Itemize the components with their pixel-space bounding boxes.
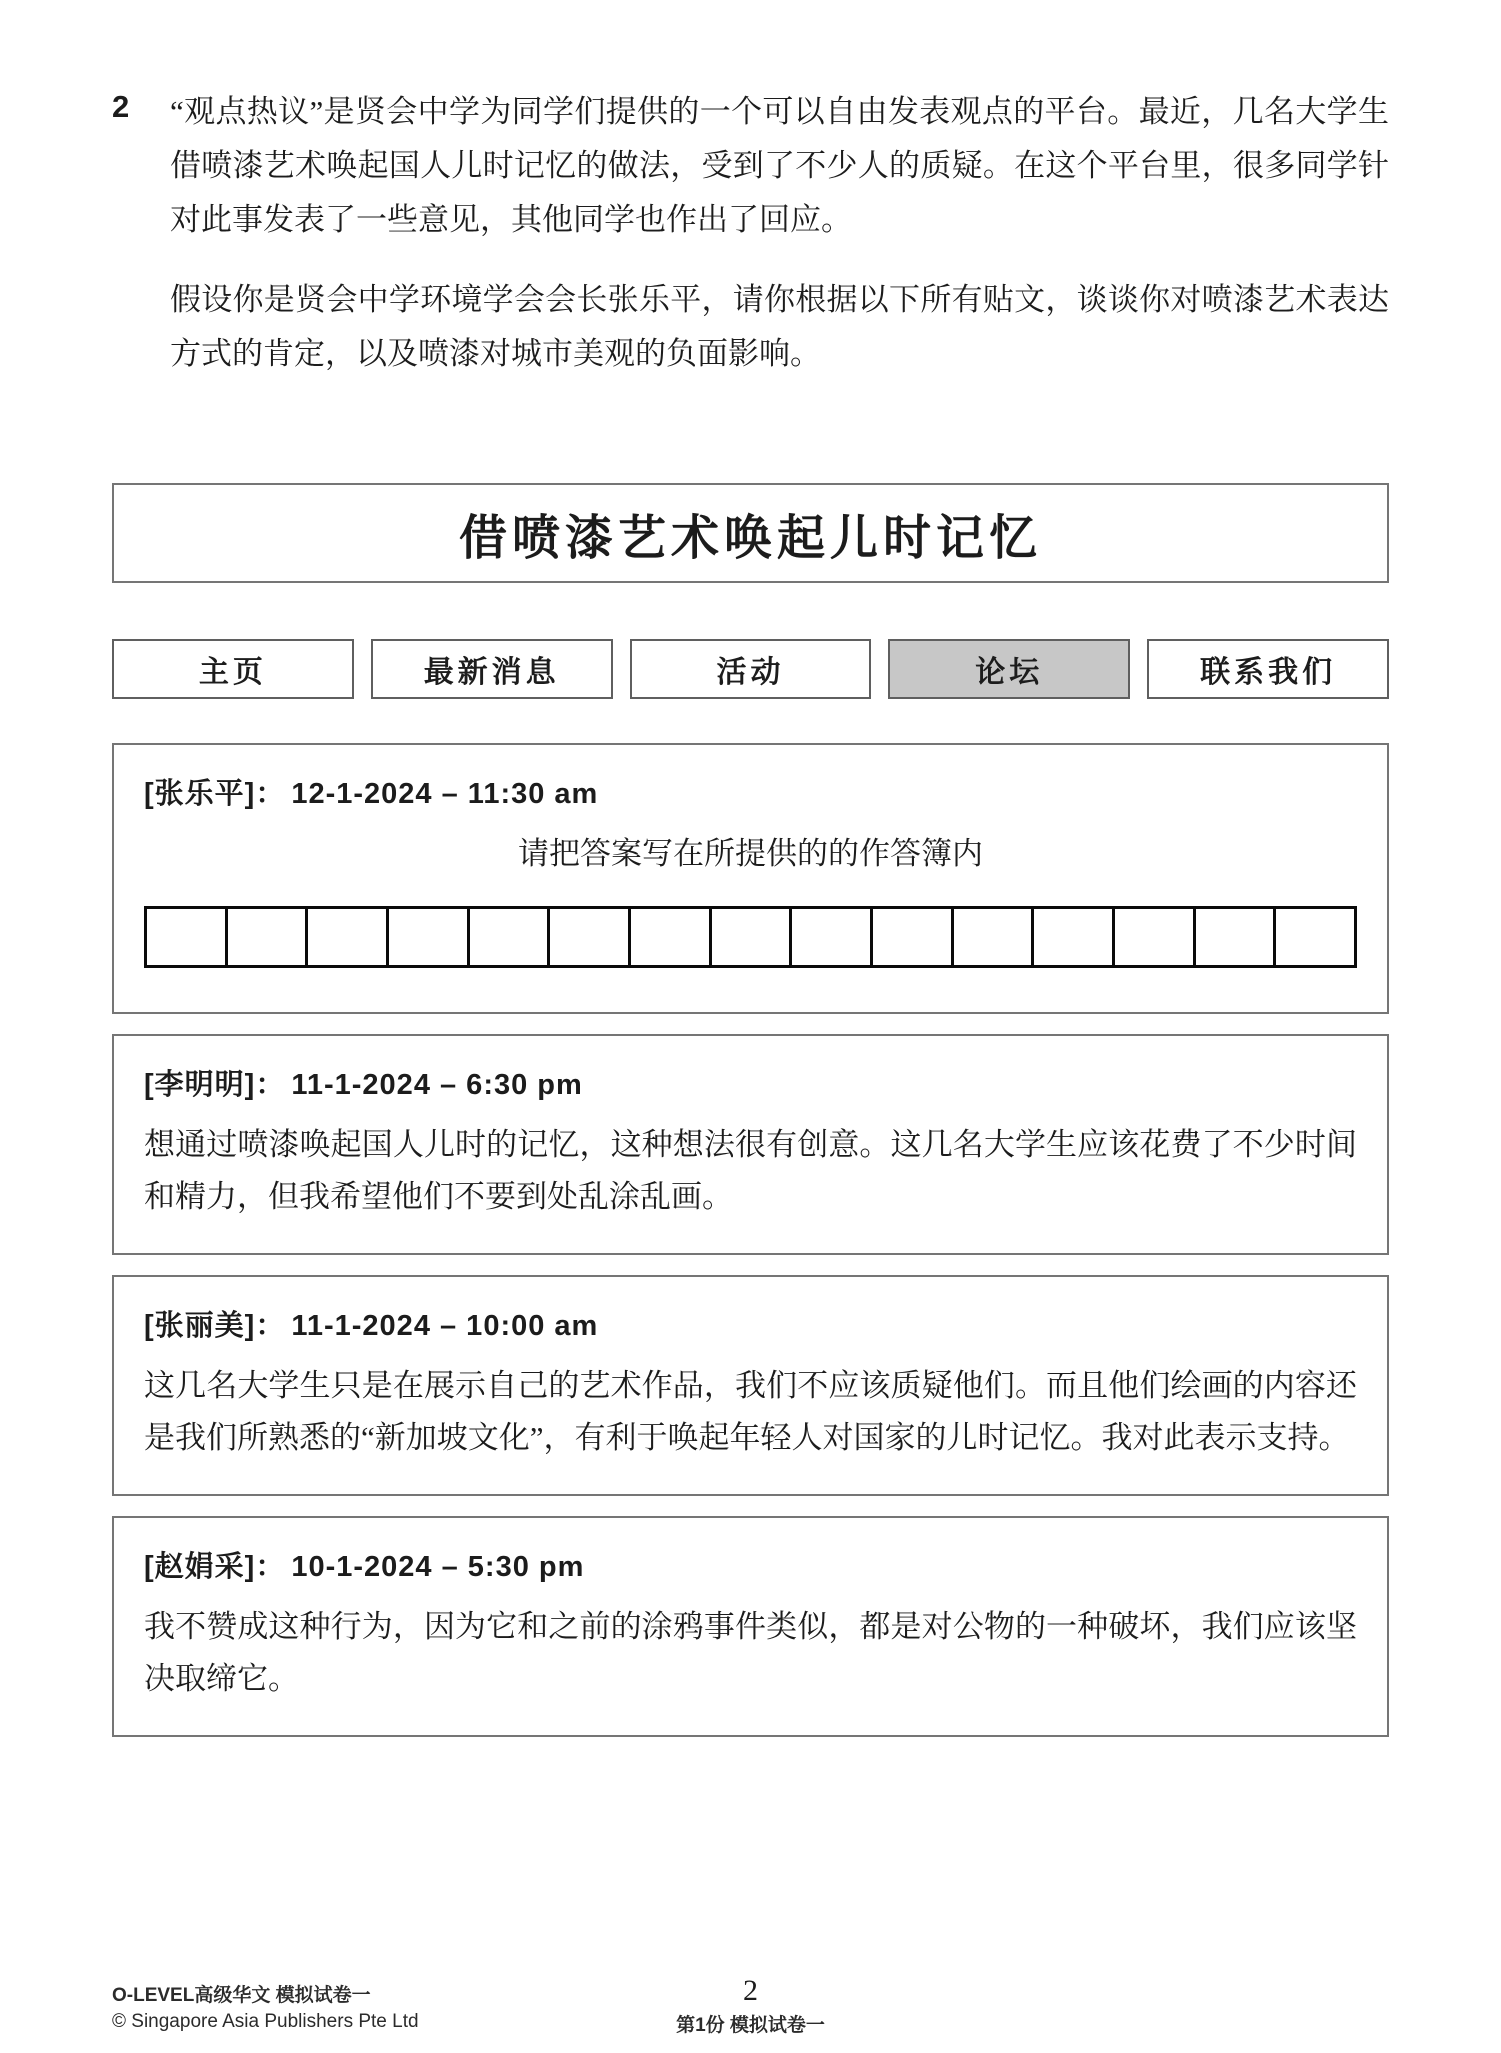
answer-grid-cell[interactable] <box>225 906 309 968</box>
post-body: 这几名大学生只是在展示自己的艺术作品，我们不应该质疑他们。而且他们绘画的内容还是我们所熟悉的“新加坡文化”，有利于唤起年轻人对国家的儿时记忆。我对此表示支持。 <box>144 1368 1357 1455</box>
answer-grid <box>144 906 1357 968</box>
post-datetime: 10-1-2024 – 5:30 pm <box>291 1551 585 1583</box>
answer-grid-cell[interactable] <box>1112 906 1196 968</box>
nav-tab-latest-news[interactable]: 最新消息 <box>371 639 613 699</box>
post-author: [张乐平]： <box>144 778 286 810</box>
forum-title-box <box>112 483 1389 583</box>
answer-grid-cell[interactable] <box>628 906 712 968</box>
answer-grid-cell[interactable] <box>547 906 631 968</box>
question-number: 2 <box>112 89 130 124</box>
post-body: 请把答案写在所提供的的作答簿内 <box>518 836 983 871</box>
post-header <box>144 1303 1357 1344</box>
nav-tab-home[interactable]: 主页 <box>112 639 354 699</box>
question-paragraph-1: “观点热议”是贤会中学为同学们提供的一个可以自由发表观点的平台。最近，几名大学生借喷漆艺术唤起国人儿时记忆的做法，受到了不少人的质疑。在这个平台里，很多同学针对此事发表了一些意见，其他同学也作出了回应。 <box>170 94 1389 237</box>
post-zhaojuancai <box>112 1516 1389 1737</box>
question-paragraph-2: 假设你是贤会中学环境学会会长张乐平，请你根据以下所有贴文，谈谈你对喷漆艺术表达方式的肯定，以及喷漆对城市美观的负面影响。 <box>170 282 1389 371</box>
post-author: [张丽美]： <box>144 1310 286 1342</box>
page-number: 2 <box>742 1974 758 2007</box>
answer-grid-cell[interactable] <box>870 906 954 968</box>
post-header <box>144 1062 1357 1103</box>
post-header <box>144 771 1357 812</box>
post-datetime: 11-1-2024 – 10:00 am <box>291 1310 599 1342</box>
post-zhanglimei <box>112 1275 1389 1496</box>
nav-tab-activities[interactable]: 活动 <box>630 639 872 699</box>
post-header <box>144 1544 1357 1585</box>
footer-center <box>676 1974 825 2037</box>
answer-grid-cell[interactable] <box>386 906 470 968</box>
answer-grid-cell[interactable] <box>144 906 228 968</box>
post-zhangleping <box>112 743 1389 1014</box>
answer-grid-cell[interactable] <box>1031 906 1115 968</box>
answer-grid-cell[interactable] <box>1273 906 1357 968</box>
post-author: [李明明]： <box>144 1069 286 1101</box>
post-body: 我不赞成这种行为，因为它和之前的涂鸦事件类似，都是对公物的一种破坏，我们应该坚决取缔它。 <box>144 1609 1357 1696</box>
answer-grid-cell[interactable] <box>1193 906 1277 968</box>
question-block <box>112 85 1389 381</box>
answer-grid-cell[interactable] <box>951 906 1035 968</box>
post-datetime: 12-1-2024 – 11:30 am <box>291 778 599 810</box>
footer-series-title: O-LEVEL高级华文 模拟试卷一 <box>112 1985 371 2006</box>
forum-nav-bar <box>112 639 1389 699</box>
answer-grid-cell[interactable] <box>305 906 389 968</box>
answer-grid-cell[interactable] <box>709 906 793 968</box>
forum-title: 借喷漆艺术唤起儿时记忆 <box>458 511 1042 565</box>
post-limingming <box>112 1034 1389 1255</box>
question-text <box>170 85 1389 381</box>
post-body: 想通过喷漆唤起国人儿时的记忆，这种想法很有创意。这几名大学生应该花费了不少时间和精力，但我希望他们不要到处乱涂乱画。 <box>144 1127 1357 1214</box>
answer-grid-cell[interactable] <box>789 906 873 968</box>
answer-grid-cell[interactable] <box>467 906 551 968</box>
footer-left <box>112 1980 419 2033</box>
nav-tab-contact-us[interactable]: 联系我们 <box>1147 639 1389 699</box>
footer-section-label: 第1份 模拟试卷一 <box>676 2015 825 2036</box>
page-footer <box>0 1973 1501 2037</box>
post-datetime: 11-1-2024 – 6:30 pm <box>291 1069 583 1101</box>
nav-tab-forum[interactable]: 论坛 <box>888 639 1130 699</box>
footer-copyright: © Singapore Asia Publishers Pte Ltd <box>112 2011 419 2032</box>
post-author: [赵娟采]： <box>144 1551 286 1583</box>
